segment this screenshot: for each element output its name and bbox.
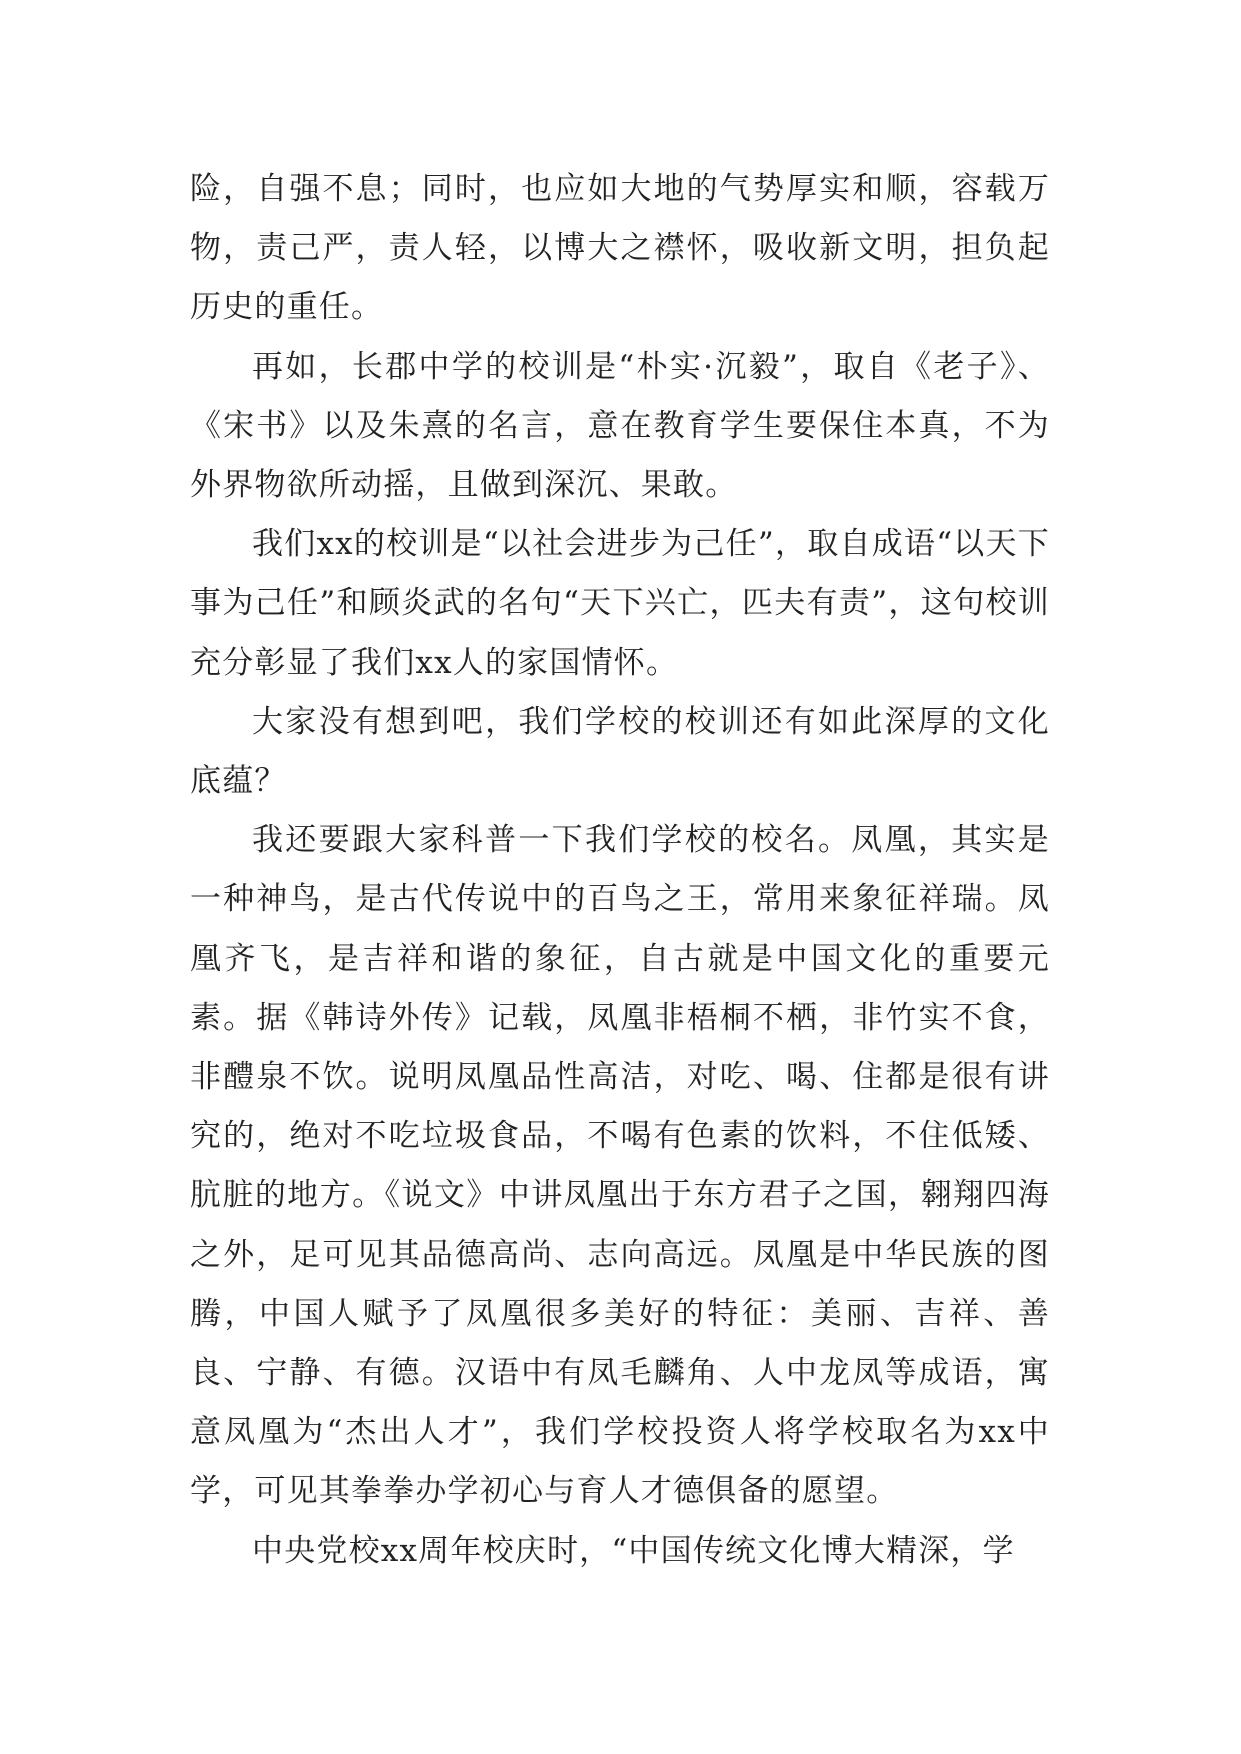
paragraph-2: 再如，长郡中学的校训是“朴实·沉毅”，取自《老子》、《宋书》以及朱熹的名言，意在教育学生要保住本真，不为外界物欲所动摇，且做到深沉、果敢。 [190, 348, 1050, 504]
paragraph-1: 险，自强不息；同时，也应如大地的气势厚实和顺，容载万物，责己严，责人轻，以博大之襟怀，吸收新文明，担负起历史的重任。 [190, 171, 1050, 326]
paragraph-5: 我还要跟大家科普一下我们学校的校名。凤凰，其实是一种神鸟，是古代传说中的百鸟之王，常用来象征祥瑞。凤凰齐飞，是吉祥和谐的象征，自古就是中国文化的重要元素。据《韩诗外传》记载，凤凰非梧桐不栖，非竹实不食，非醴泉不饮。说明凤凰品性高洁，对吃、喝、住都是很有讲究的，绝对不吃垃圾食品，不喝有色素的饮料，不住低矮、肮脏的地方。《说文》中讲凤凰出于东方君子之国，翱翔四海之外，足可见其品德高尚、志向高远。凤凰是中华民族的图腾，中国人赋予了凤凰很多美好的特征：美丽、吉祥、善良、宁静、有德。汉语中有凤毛麟角、人中龙凤等成语，寓意凤凰为“杰出人才”，我们学校投资人将学校取名为xx中学，可见其拳拳办学初心与育人才德俱备的愿望。 [190, 822, 1050, 1510]
document-body [190, 160, 1050, 1581]
paragraph-4: 大家没有想到吧，我们学校的校训还有如此深厚的文化底蕴？ [190, 703, 1050, 800]
paragraph-3: 我们xx的校训是“以社会进步为己任”，取自成语“以天下事为己任”和顾炎武的名句“天下兴亡，匹夫有责”，这句校训充分彰显了我们xx人的家国情怀。 [190, 526, 1050, 681]
paragraph-6: 中央党校xx周年校庆时，“中国传统文化博大精深，学 [252, 1532, 1015, 1569]
